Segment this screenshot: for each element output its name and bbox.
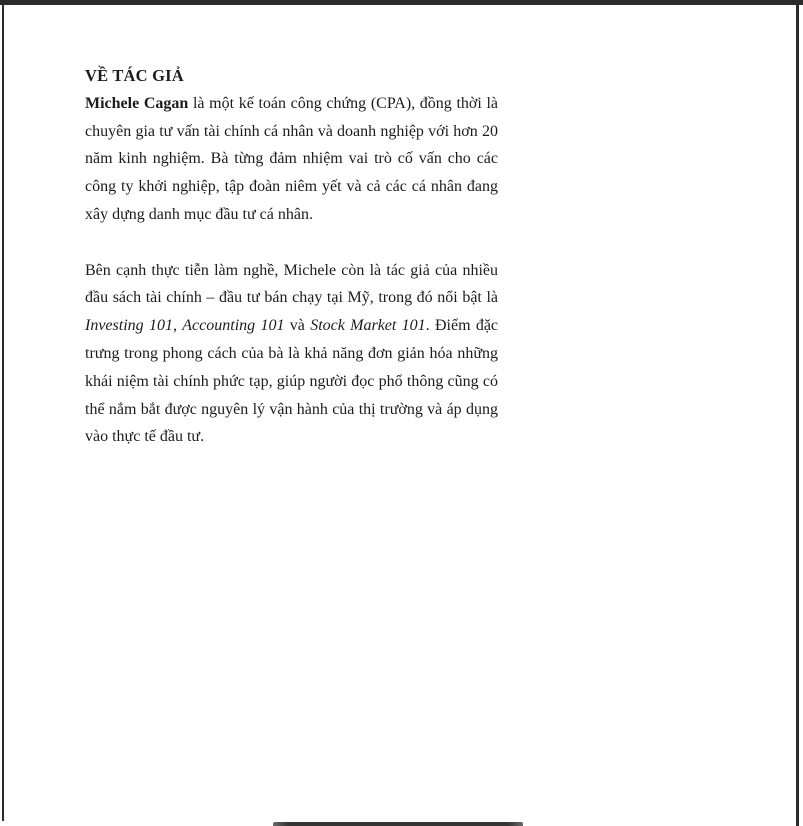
window-top-edge <box>0 0 803 5</box>
text-segment: Accounting 101 <box>182 317 285 335</box>
paragraph-author-intro <box>85 90 498 229</box>
text-segment: là một kế toán công chứng (CPA), đồng thời là chuyên gia tư vấn tài chính cá nhân và doanh nghiệp với hơn 20 năm kinh nghiệm. Bà từng đảm nhiệm vai trò cố vấn cho các công ty khởi nghiệp, tập đoàn niêm yết và cả các cá nhân đang xây dựng danh mục đầu tư cá nhân. <box>85 94 499 223</box>
section-heading: VỀ TÁC GIẢ <box>85 66 184 85</box>
paragraph-author-books <box>85 257 498 452</box>
window-right-edge <box>796 5 799 826</box>
text-segment: . Điểm đặc trưng trong phong cách của bà là khả năng đơn giản hóa những khái niệm tài chính phức tạp, giúp người đọc phổ thông cũng có thể nắm bắt được nguyên lý vận hành của thị trường và áp dụng vào thực tế đầu tư. <box>85 317 499 446</box>
text-segment: , <box>172 317 183 335</box>
text-segment: Michele Cagan <box>85 94 189 112</box>
bottom-toolbar-handle[interactable] <box>273 822 523 826</box>
text-segment: Stock Market 101 <box>310 317 426 335</box>
book-page <box>85 62 498 451</box>
text-segment: Investing 101 <box>85 317 173 335</box>
window-left-edge <box>2 5 4 821</box>
text-segment: và <box>284 317 311 335</box>
text-segment: Bên cạnh thực tiễn làm nghề, Michele còn là tác giả của nhiều đầu sách tài chính – đầu tư bán chạy tại Mỹ, trong đó nổi bật là <box>85 261 498 307</box>
